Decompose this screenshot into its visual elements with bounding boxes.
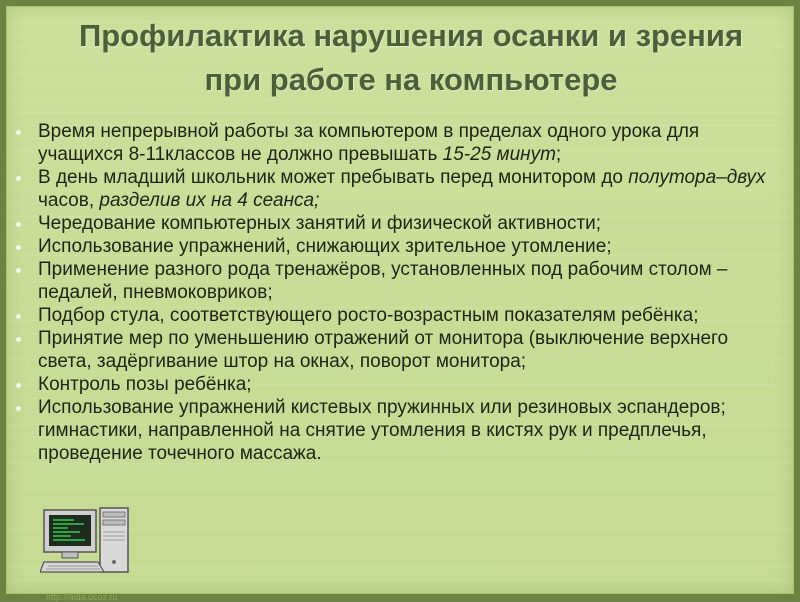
bullet-icon: [16, 406, 21, 411]
bullet-icon: [16, 268, 21, 273]
bullet-icon: [16, 337, 21, 342]
list-item: [12, 120, 782, 166]
item-text: Чередование компьютерных занятий и физической активности;: [38, 213, 602, 234]
bullet-icon: [16, 176, 21, 181]
item-text: Использование упражнений, снижающих зрительное утомление;: [38, 236, 612, 257]
item-text: часов,: [38, 190, 100, 211]
bullet-icon: [16, 383, 21, 388]
item-emphasis: полутора–двух: [628, 167, 766, 188]
item-text: В день младший школьник может пребывать перед монитором до: [38, 167, 629, 188]
computer-icon: [40, 506, 140, 578]
item-text: Использование упражнений кистевых пружинных или резиновых эспандеров; гимнастики, направленной на снятие утомления в кистях рук и предплечья, проведение точечного массажа.: [38, 397, 726, 464]
bullet-icon: [16, 314, 21, 319]
item-text: ;: [555, 144, 562, 165]
bullet-icon: [16, 222, 21, 227]
list-item: [12, 212, 782, 235]
bullet-icon: [16, 130, 21, 135]
item-emphasis: 15-25 минут: [442, 144, 556, 165]
item-text: Время непрерывной работы за компьютером в пределах одного урока для учащихся 8-11классов не должно превышать: [38, 121, 700, 165]
list-item: [12, 235, 782, 258]
list-item: [12, 258, 782, 304]
item-text: Подбор стула, соответствующего росто-возрастным показателям ребёнка;: [38, 305, 699, 326]
bullet-icon: [16, 245, 21, 250]
slide-title: Профилактика нарушения осанки и зрения при работе на компьютере: [78, 18, 744, 97]
list-item: [12, 327, 782, 373]
item-emphasis: разделив их на 4 сеанса;: [99, 190, 320, 211]
item-text: Контроль позы ребёнка;: [38, 374, 252, 395]
list-item: [12, 304, 782, 327]
bullet-list: [12, 120, 782, 465]
footer-url: http://aida.ucoz.ru: [46, 592, 118, 602]
list-item: [12, 166, 782, 212]
item-text: Применение разного рода тренажёров, установленных под рабочим столом – педалей, пневмоковриков;: [38, 259, 728, 303]
list-item: [12, 373, 782, 396]
list-item: [12, 396, 782, 465]
slide: [6, 6, 794, 602]
item-text: Принятие мер по уменьшению отражений от монитора (выключение верхнего света, задёргивание штор на окнах, поворот монитора;: [38, 328, 729, 372]
